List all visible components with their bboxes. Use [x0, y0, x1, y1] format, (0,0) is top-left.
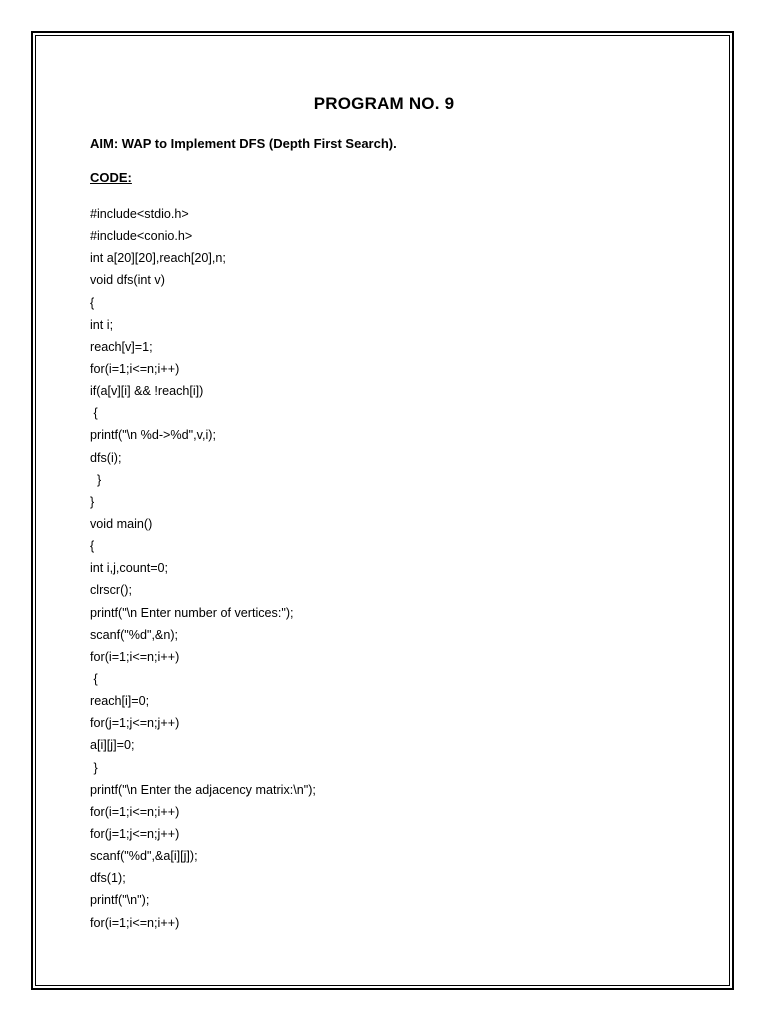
- code-line: for(j=1;j<=n;j++): [90, 826, 180, 841]
- code-line: void main(): [90, 516, 153, 531]
- aim-statement: AIM: WAP to Implement DFS (Depth First Search).: [90, 136, 397, 151]
- code-line: clrscr();: [90, 583, 132, 598]
- code-line: for(i=1;i<=n;i++): [90, 361, 180, 376]
- code-line: for(i=1;i<=n;i++): [90, 915, 180, 930]
- code-line: int a[20][20],reach[20],n;: [90, 251, 226, 266]
- code-line: printf("\n Enter number of vertices:");: [90, 605, 294, 620]
- code-line: }: [90, 472, 102, 487]
- code-line: {: [90, 295, 95, 310]
- code-line: int i;: [90, 317, 114, 332]
- code-line: for(j=1;j<=n;j++): [90, 716, 180, 731]
- code-line: dfs(1);: [90, 871, 126, 886]
- code-line: }: [90, 494, 95, 509]
- code-line: #include<conio.h>: [90, 229, 193, 244]
- code-line: #include<stdio.h>: [90, 207, 189, 221]
- code-line: int i,j,count=0;: [90, 561, 169, 576]
- code-line: dfs(i);: [90, 450, 122, 465]
- code-line: printf("\n %d->%d",v,i);: [90, 428, 216, 443]
- code-block: [90, 203, 316, 934]
- page-title: PROGRAM NO. 9: [313, 94, 455, 113]
- code-line: {: [90, 671, 98, 686]
- code-line: {: [90, 406, 98, 421]
- code-line: reach[v]=1;: [90, 339, 153, 354]
- code-line: for(i=1;i<=n;i++): [90, 649, 180, 664]
- code-line: printf("\n Enter the adjacency matrix:\n");: [90, 782, 316, 797]
- code-heading: CODE:: [90, 170, 132, 185]
- code-line: scanf("%d",&n);: [90, 627, 179, 642]
- code-line: scanf("%d",&a[i][j]);: [90, 849, 198, 864]
- code-line: if(a[v][i] && !reach[i]): [90, 384, 204, 399]
- code-line: a[i][j]=0;: [90, 738, 135, 753]
- code-line: reach[i]=0;: [90, 694, 150, 709]
- code-line: {: [90, 539, 95, 554]
- code-line: void dfs(int v): [90, 273, 165, 288]
- code-line: printf("\n");: [90, 893, 150, 908]
- code-line: }: [90, 760, 98, 775]
- code-line: for(i=1;i<=n;i++): [90, 804, 180, 819]
